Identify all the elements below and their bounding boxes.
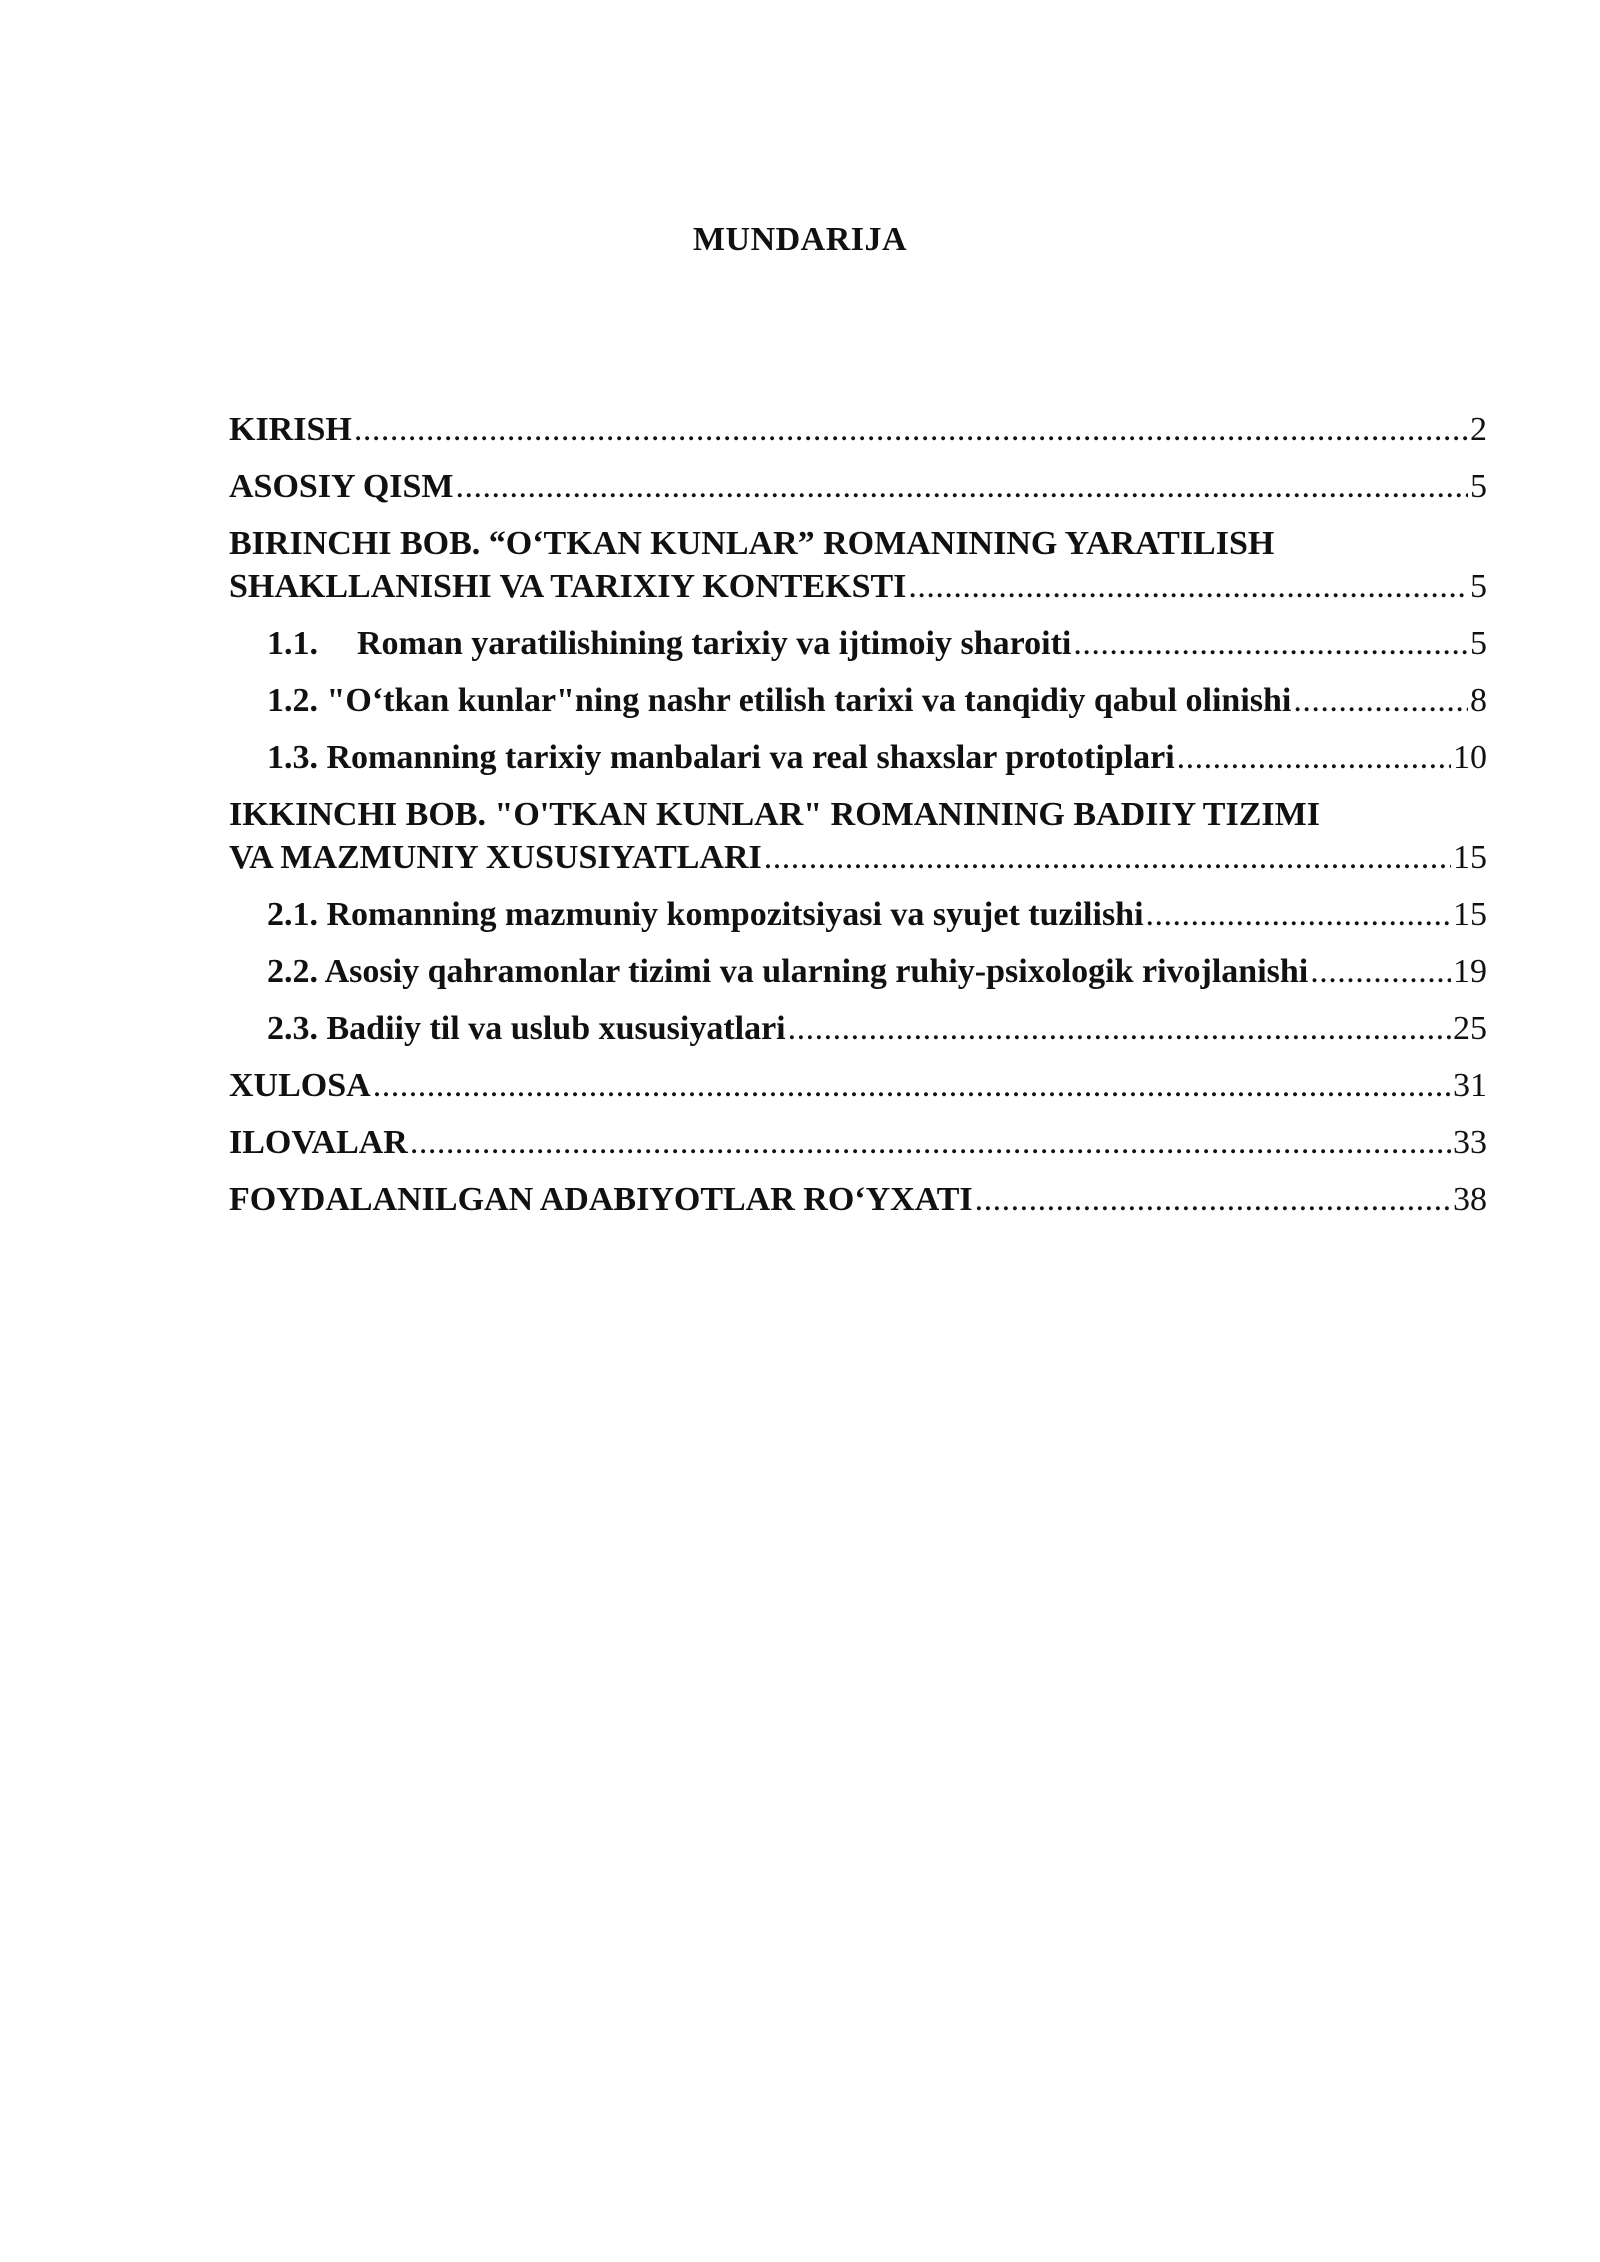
toc-entry-title: 1.3. Romanning tarixiy manbalari va real shaxslar prototiplari (267, 739, 1175, 776)
toc-entry-title-line-1: BIRINCHI BOB. “O‘TKAN KUNLAR” ROMANINING YARATILISH (229, 525, 1275, 562)
toc-page-number: 25 (1453, 1010, 1487, 1047)
toc-entry-title: FOYDALANILGAN ADABIYOTLAR RO‘YXATI (229, 1181, 973, 1218)
toc-page-number: 10 (1453, 739, 1487, 776)
table-of-contents (229, 408, 1487, 1235)
dot-leader (1146, 893, 1451, 936)
toc-entry-title: ILOVALAR (229, 1124, 408, 1161)
toc-page-number: 2 (1470, 411, 1487, 448)
toc-entry-title: ASOSIY QISM (229, 468, 454, 505)
toc-entry-title: 2.2. Asosiy qahramonlar tizimi va ularning ruhiy-psixologik rivojlanishi (267, 953, 1309, 990)
toc-entry-section-1-2[interactable] (229, 679, 1487, 722)
toc-entry-title-line-1: IKKINCHI BOB. "O'TKAN KUNLAR" ROMANINING BADIIY TIZIMI (229, 796, 1320, 833)
dot-leader (354, 408, 1468, 451)
dot-leader (975, 1178, 1451, 1221)
page-title: MUNDARIJA (692, 221, 908, 258)
toc-entry-section-2-2[interactable] (229, 950, 1487, 993)
dot-leader (1073, 622, 1468, 665)
toc-entry-title-line-2: VA MAZMUNIY XUSUSIYATLARI (229, 839, 762, 876)
dot-leader (373, 1064, 1451, 1107)
dot-leader (764, 836, 1451, 879)
toc-entry-title: KIRISH (229, 411, 352, 448)
toc-entry-title: XULOSA (229, 1067, 371, 1104)
toc-entry-adabiyotlar[interactable] (229, 1178, 1487, 1221)
toc-entry-section-1-3[interactable] (229, 736, 1487, 779)
toc-entry-title-line-2: SHAKLLANISHI VA TARIXIY KONTEKSTI (229, 568, 907, 605)
toc-entry-title: 2.1. Romanning mazmuniy kompozitsiyasi va syujet tuzilishi (267, 896, 1144, 933)
toc-entry-section-2-1[interactable] (229, 893, 1487, 936)
toc-page-number: 5 (1470, 568, 1487, 605)
toc-page-number: 15 (1453, 896, 1487, 933)
toc-entry-chapter-2[interactable] (229, 793, 1487, 879)
toc-page-number: 31 (1453, 1067, 1487, 1104)
toc-entry-xulosa[interactable] (229, 1064, 1487, 1107)
toc-entry-asosiy-qism[interactable] (229, 465, 1487, 508)
toc-entry-ilovalar[interactable] (229, 1121, 1487, 1164)
dot-leader (1310, 950, 1451, 993)
toc-entry-title: 1.2. "O‘tkan kunlar"ning nashr etilish tarixi va tanqidiy qabul olinishi (267, 682, 1292, 719)
dot-leader (908, 565, 1468, 608)
dot-leader (1177, 736, 1451, 779)
toc-entry-section-2-3[interactable] (229, 1007, 1487, 1050)
dot-leader (410, 1121, 1451, 1164)
toc-page-number: 5 (1470, 625, 1487, 662)
dot-leader (1293, 679, 1468, 722)
toc-entry-section-1-1[interactable] (229, 622, 1487, 665)
toc-page-number: 8 (1470, 682, 1487, 719)
toc-entry-chapter-1[interactable] (229, 522, 1487, 608)
toc-page-number: 33 (1453, 1124, 1487, 1161)
toc-entry-title: Roman yaratilishining tarixiy va ijtimoiy sharoiti (357, 625, 1072, 662)
toc-entry-title: 2.3. Badiiy til va uslub xususiyatlari (267, 1010, 786, 1047)
toc-page-number: 19 (1453, 953, 1487, 990)
dot-leader (788, 1007, 1451, 1050)
toc-page-number: 5 (1470, 468, 1487, 505)
toc-section-number: 1.1. (267, 625, 318, 662)
toc-entry-title-wrap (267, 622, 1071, 665)
dot-leader (456, 465, 1468, 508)
toc-entry-kirish[interactable] (229, 408, 1487, 451)
toc-page-number: 15 (1453, 839, 1487, 876)
toc-page-number: 38 (1453, 1181, 1487, 1218)
